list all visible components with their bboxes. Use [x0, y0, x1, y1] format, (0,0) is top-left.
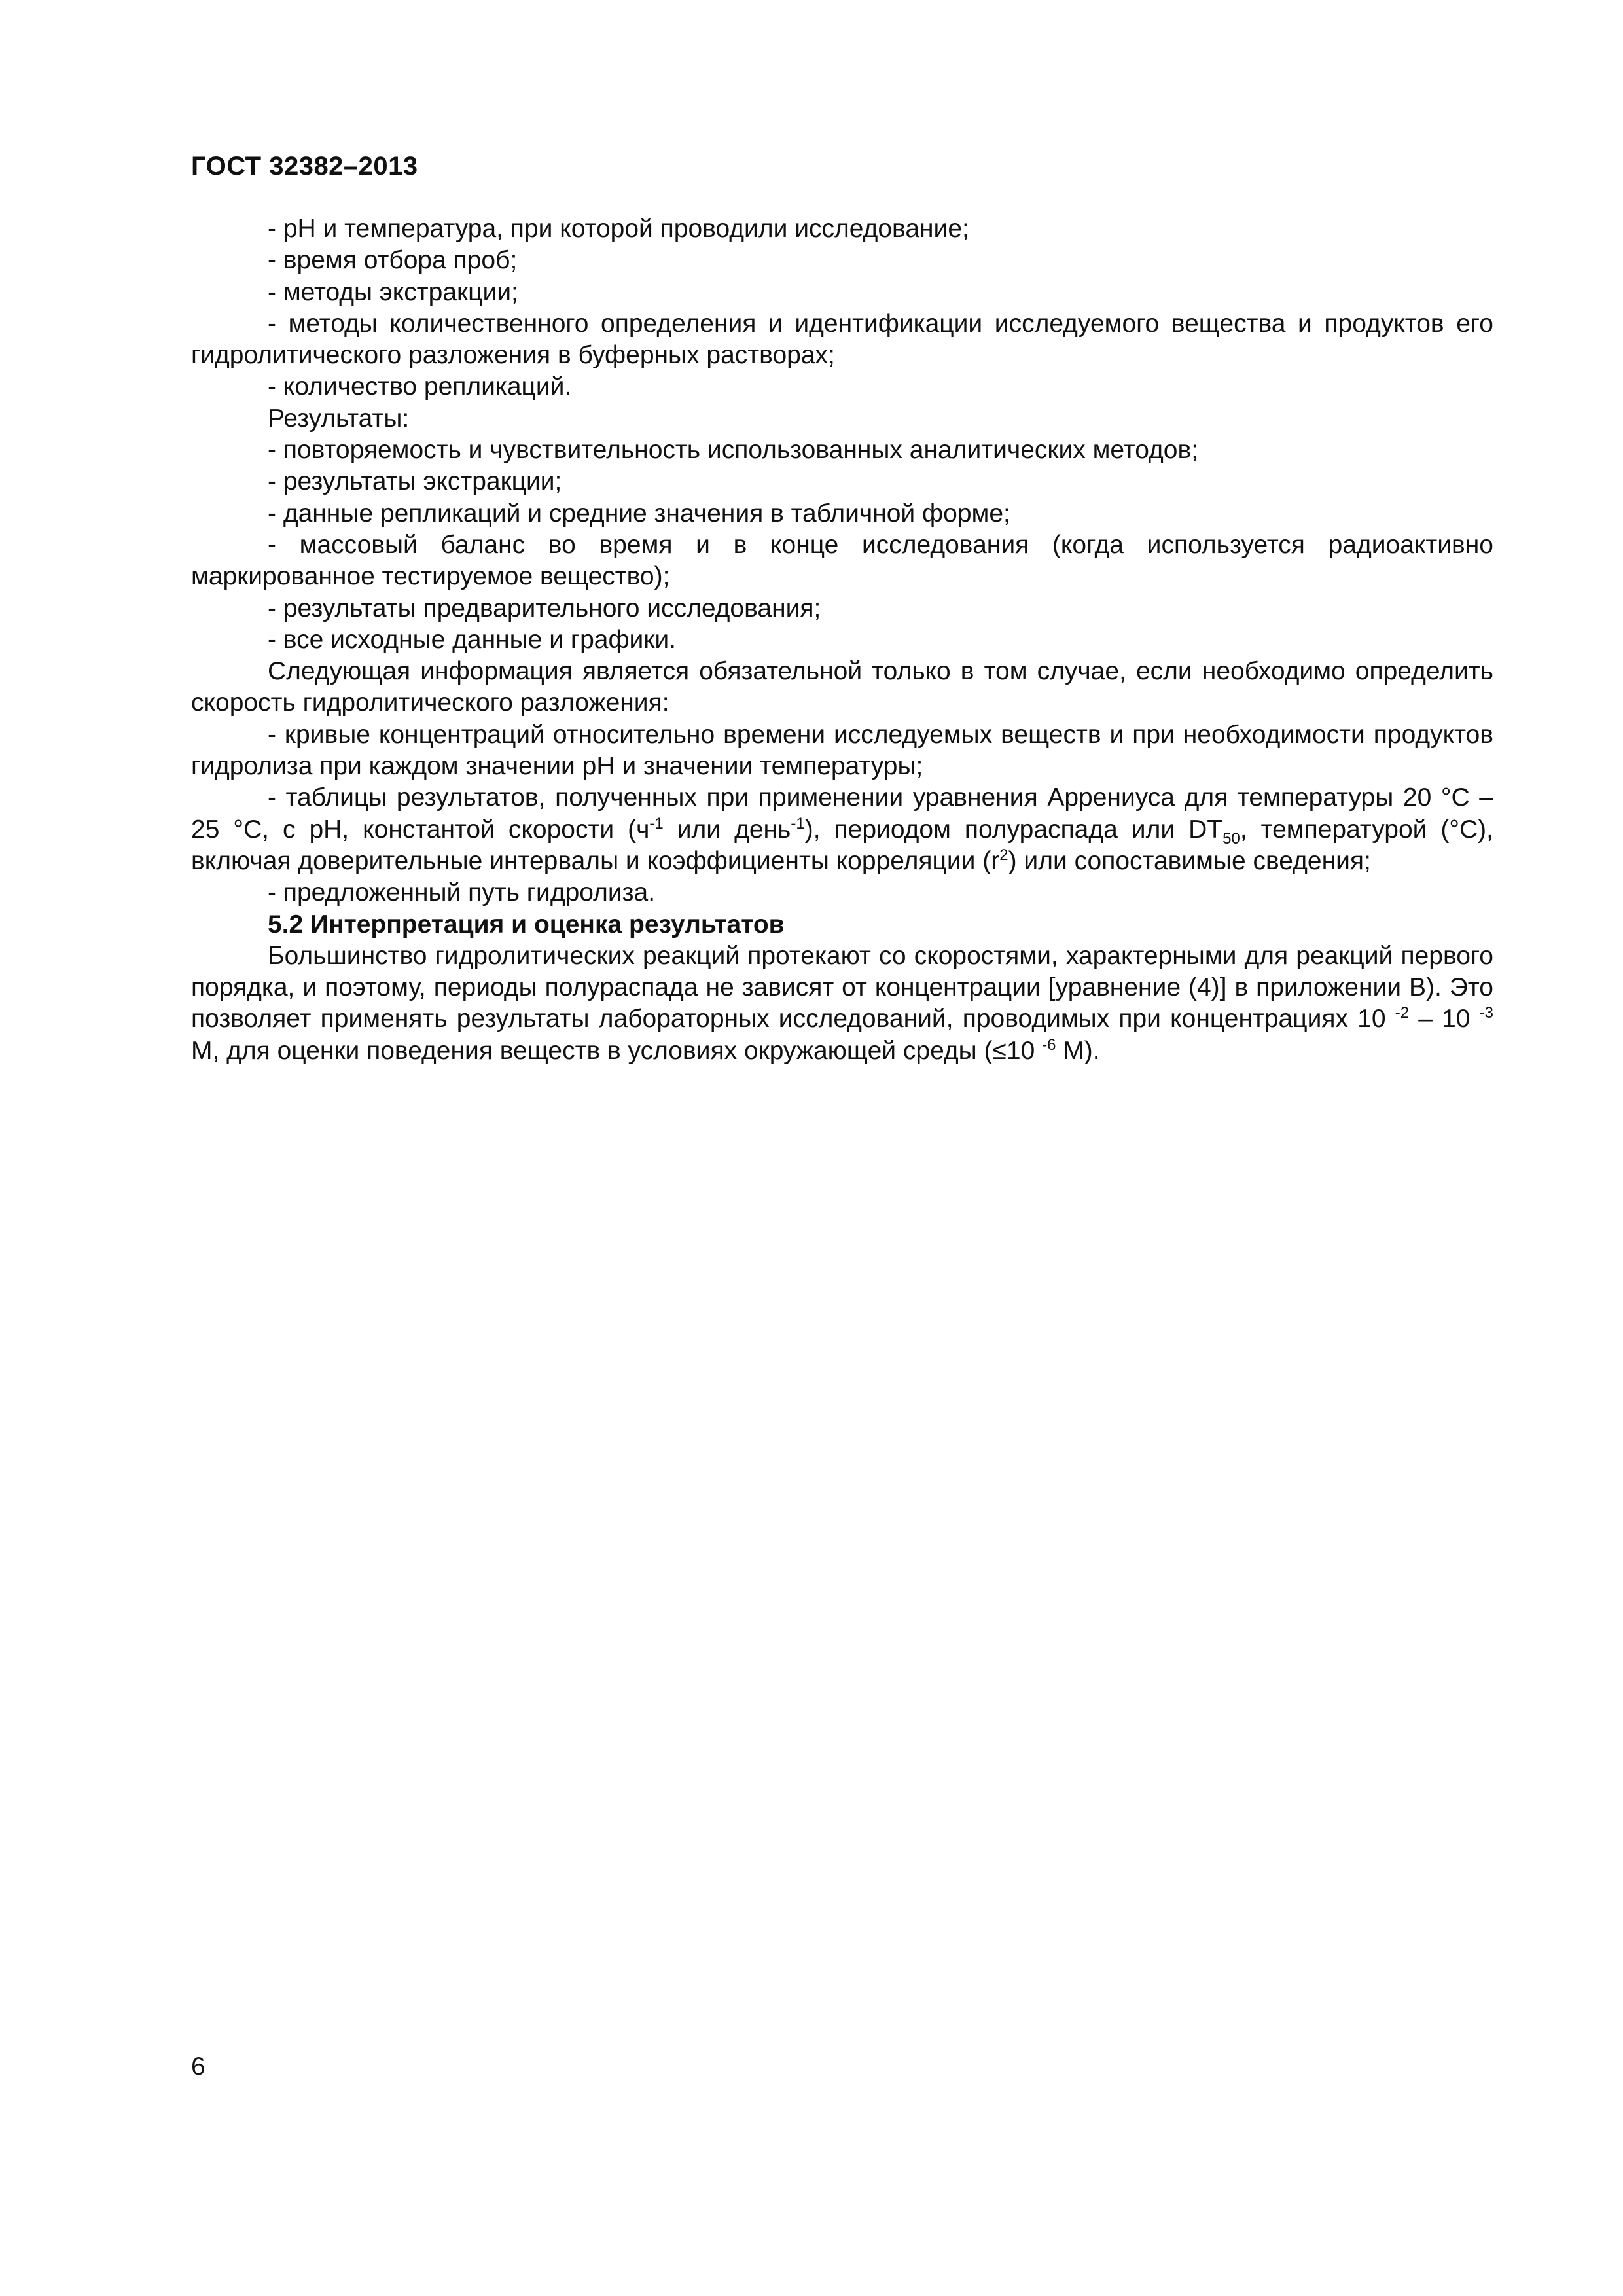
list-item: - рН и температура, при которой проводили исследование;	[268, 215, 969, 243]
superscript: -1	[649, 814, 664, 833]
list-item: - данные репликаций и средние значения в табличной форме;	[268, 499, 1010, 528]
paragraph-final	[191, 941, 1493, 1067]
text-run: , температурой (°С), включая доверительные интервалы и коэффициенты корреляции (r	[191, 815, 1494, 875]
text-run: - таблицы результатов, полученных при применении уравнения Аррениуса для температуры 20 °С – 25 °С, с рН, константой скорости (ч	[191, 783, 1493, 844]
list-item: - время отбора проб;	[268, 246, 518, 275]
superscript: -3	[1479, 1004, 1494, 1022]
results-label: Результаты:	[268, 404, 410, 433]
paragraph: Следующая информация является обязательной только в том случае, если необходимо определить скорость гидролитического разложения:	[191, 657, 1493, 717]
list-item: - кривые концентраций относительно времени исследуемых веществ и при необходимости продуктов гидролиза при каждом значении рН и значении температуры;	[191, 720, 1493, 781]
list-item: - результаты экстракции;	[268, 467, 562, 496]
document-header: ГОСТ 32382–2013	[191, 152, 418, 181]
superscript: -2	[1395, 1004, 1410, 1022]
list-item: - повторяемость и чувствительность использованных аналитических методов;	[268, 436, 1199, 465]
list-item: - количество репликаций.	[268, 372, 572, 401]
list-item: - массовый баланс во время и в конце исследования (когда используется радиоактивно маркированное тестируемое вещество);	[191, 530, 1493, 591]
text-run: или день	[663, 815, 791, 844]
text-run: ) или сопоставимые сведения;	[1008, 846, 1371, 875]
list-item: - предложенный путь гидролиза.	[268, 878, 656, 907]
text-run: ), периодом полураспада или DT	[804, 815, 1223, 844]
list-item: - результаты предварительного исследования;	[268, 594, 821, 622]
text-run: М).	[1056, 1036, 1100, 1065]
subscript: 50	[1222, 829, 1240, 848]
superscript: 2	[999, 846, 1008, 864]
section-heading: 5.2 Интерпретация и оценка результатов	[268, 910, 785, 939]
superscript: -6	[1042, 1035, 1056, 1054]
text-run: Большинство гидролитических реакций протекают со скоростями, характерными для реакций первого порядка, и поэтому, периоды полураспада не зависят от концентрации [уравнение (4)] в приложении В). Это позволяет применять результаты лабораторных исследований, проводимых при концентрациях 10	[191, 941, 1493, 1033]
list-item-arrhenius	[191, 782, 1493, 877]
list-item: - все исходные данные и графики.	[268, 625, 677, 654]
text-run: М, для оценки поведения веществ в условиях окружающей среды (≤10	[191, 1036, 1043, 1065]
page-number: 6	[191, 2053, 205, 2081]
list-item: - методы количественного определения и идентификации исследуемого вещества и продуктов его гидролитического разложения в буферных растворах;	[191, 309, 1493, 370]
list-item: - методы экстракции;	[268, 278, 518, 306]
text-run: – 10	[1409, 1005, 1480, 1033]
document-body	[191, 213, 1493, 1067]
superscript: -1	[791, 814, 805, 833]
